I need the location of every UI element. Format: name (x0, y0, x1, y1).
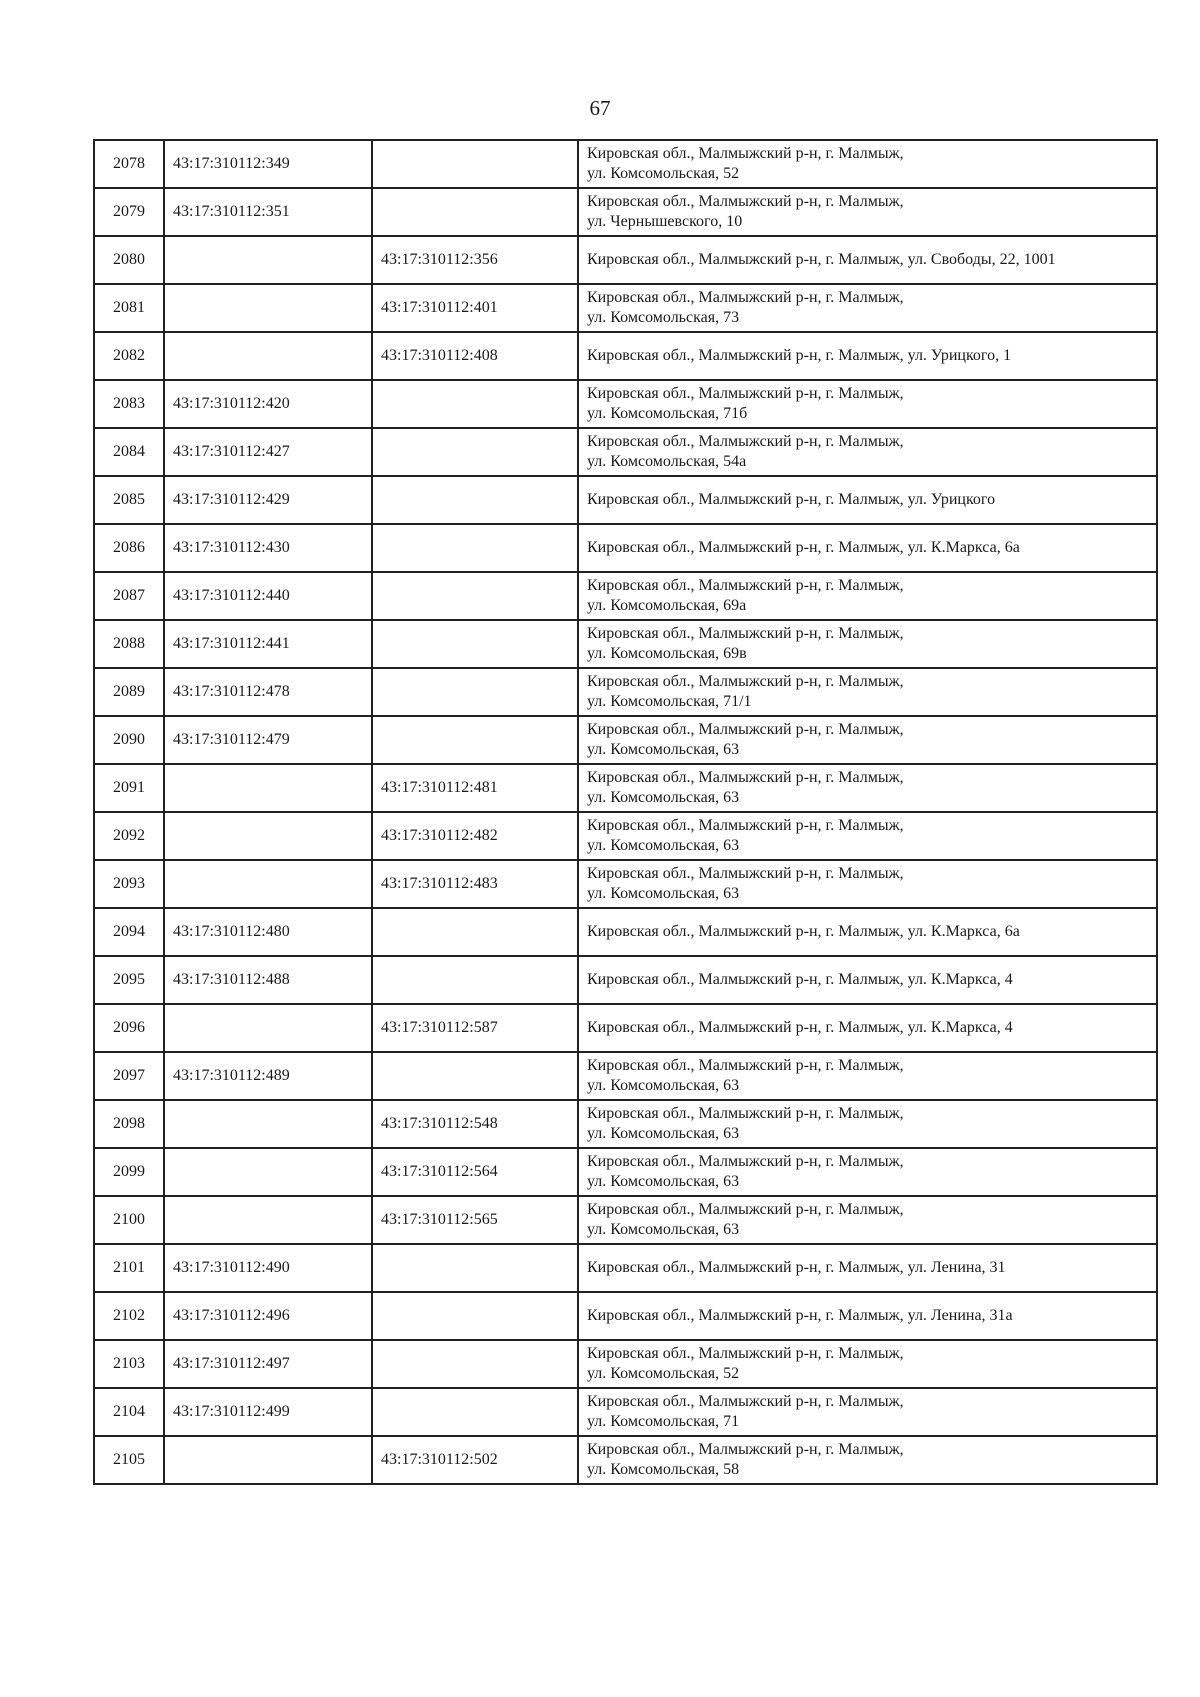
address-line: Кировская обл., Малмыжский р-н, г. Малмыж, (587, 1393, 904, 1410)
cadastral-number-cell: 43:17:310112:480 (164, 908, 372, 956)
address-line: Кировская обл., Малмыжский р-н, г. Малмыж, (587, 625, 904, 642)
related-cadastral-number-cell (372, 380, 578, 428)
table-row (94, 1436, 1157, 1484)
cadastral-number-cell: 43:17:310112:349 (164, 140, 372, 188)
cadastral-number-cell: 43:17:310112:489 (164, 1052, 372, 1100)
address-line: Кировская обл., Малмыжский р-н, г. Малмыж, (587, 145, 904, 162)
address-line: ул. Чернышевского, 10 (587, 213, 743, 230)
table-row (94, 140, 1157, 188)
table-row (94, 332, 1157, 380)
cadastral-number-cell: 43:17:310112:440 (164, 572, 372, 620)
cadastral-number-cell (164, 332, 372, 380)
row-number-cell: 2094 (94, 908, 164, 956)
address-line: ул. Комсомольская, 63 (587, 1221, 740, 1238)
table-row (94, 908, 1157, 956)
table-row (94, 860, 1157, 908)
related-cadastral-number-cell (372, 572, 578, 620)
address-cell (578, 428, 1157, 476)
table-row (94, 284, 1157, 332)
address-line: Кировская обл., Малмыжский р-н, г. Малмыж, (587, 577, 904, 594)
table-row (94, 572, 1157, 620)
address-line: ул. Комсомольская, 63 (587, 837, 740, 854)
row-number-cell: 2100 (94, 1196, 164, 1244)
cadastral-number-cell: 43:17:310112:479 (164, 716, 372, 764)
related-cadastral-number-cell (372, 1244, 578, 1292)
address-line: ул. Комсомольская, 73 (587, 309, 740, 326)
address-cell (578, 1388, 1157, 1436)
address-cell (578, 668, 1157, 716)
registry-table (93, 139, 1158, 1485)
address-line: Кировская обл., Малмыжский р-н, г. Малмыж, (587, 1057, 904, 1074)
address-line: ул. Комсомольская, 54а (587, 453, 747, 470)
address-cell (578, 812, 1157, 860)
related-cadastral-number-cell: 43:17:310112:502 (372, 1436, 578, 1484)
cadastral-number-cell (164, 284, 372, 332)
cadastral-number-cell: 43:17:310112:420 (164, 380, 372, 428)
address-line: Кировская обл., Малмыжский р-н, г. Малмыж, ул. Урицкого, 1 (587, 347, 1012, 364)
row-number-cell: 2084 (94, 428, 164, 476)
table-row (94, 620, 1157, 668)
address-line: Кировская обл., Малмыжский р-н, г. Малмыж, (587, 865, 904, 882)
row-number-cell: 2104 (94, 1388, 164, 1436)
table-row (94, 1340, 1157, 1388)
related-cadastral-number-cell (372, 1340, 578, 1388)
address-cell (578, 1004, 1157, 1052)
related-cadastral-number-cell (372, 1292, 578, 1340)
table-row (94, 1388, 1157, 1436)
address-line: Кировская обл., Малмыжский р-н, г. Малмыж, (587, 1105, 904, 1122)
table-row (94, 428, 1157, 476)
address-line: Кировская обл., Малмыжский р-н, г. Малмыж, ул. К.Маркса, 6а (587, 923, 1020, 940)
row-number-cell: 2097 (94, 1052, 164, 1100)
address-line: ул. Комсомольская, 69а (587, 597, 747, 614)
row-number-cell: 2078 (94, 140, 164, 188)
address-cell (578, 860, 1157, 908)
address-cell (578, 284, 1157, 332)
address-line: ул. Комсомольская, 63 (587, 1173, 740, 1190)
table-row (94, 1244, 1157, 1292)
table-row (94, 476, 1157, 524)
row-number-cell: 2092 (94, 812, 164, 860)
related-cadastral-number-cell: 43:17:310112:482 (372, 812, 578, 860)
address-cell (578, 764, 1157, 812)
cadastral-number-cell: 43:17:310112:478 (164, 668, 372, 716)
cadastral-number-cell: 43:17:310112:490 (164, 1244, 372, 1292)
address-cell (578, 1148, 1157, 1196)
cadastral-number-cell (164, 1100, 372, 1148)
table-row (94, 524, 1157, 572)
related-cadastral-number-cell: 43:17:310112:356 (372, 236, 578, 284)
row-number-cell: 2090 (94, 716, 164, 764)
page-number: 67 (589, 96, 611, 120)
address-cell (578, 956, 1157, 1004)
address-cell (578, 572, 1157, 620)
row-number-cell: 2083 (94, 380, 164, 428)
address-line: Кировская обл., Малмыжский р-н, г. Малмыж, ул. Свободы, 22, 1001 (587, 251, 1056, 268)
address-cell (578, 1340, 1157, 1388)
row-number-cell: 2080 (94, 236, 164, 284)
address-cell (578, 236, 1157, 284)
address-cell (578, 1244, 1157, 1292)
address-line: ул. Комсомольская, 63 (587, 789, 740, 806)
table-row (94, 1052, 1157, 1100)
address-line: Кировская обл., Малмыжский р-н, г. Малмыж, (587, 769, 904, 786)
address-line: Кировская обл., Малмыжский р-н, г. Малмыж, ул. К.Маркса, 4 (587, 1019, 1013, 1036)
address-line: ул. Комсомольская, 71/1 (587, 693, 752, 710)
address-cell (578, 1436, 1157, 1484)
cadastral-number-cell: 43:17:310112:429 (164, 476, 372, 524)
table-row (94, 716, 1157, 764)
row-number-cell: 2098 (94, 1100, 164, 1148)
cadastral-number-cell: 43:17:310112:351 (164, 188, 372, 236)
related-cadastral-number-cell (372, 1052, 578, 1100)
table-row (94, 1292, 1157, 1340)
address-line: Кировская обл., Малмыжский р-н, г. Малмыж, (587, 1201, 904, 1218)
table-row (94, 1148, 1157, 1196)
related-cadastral-number-cell (372, 1388, 578, 1436)
cadastral-number-cell (164, 1148, 372, 1196)
address-cell (578, 332, 1157, 380)
related-cadastral-number-cell (372, 908, 578, 956)
related-cadastral-number-cell: 43:17:310112:548 (372, 1100, 578, 1148)
address-line: Кировская обл., Малмыжский р-н, г. Малмыж, ул. К.Маркса, 4 (587, 971, 1013, 988)
address-line: Кировская обл., Малмыжский р-н, г. Малмыж, (587, 433, 904, 450)
address-line: Кировская обл., Малмыжский р-н, г. Малмыж, (587, 289, 904, 306)
row-number-cell: 2093 (94, 860, 164, 908)
address-line: Кировская обл., Малмыжский р-н, г. Малмыж, (587, 1153, 904, 1170)
address-line: Кировская обл., Малмыжский р-н, г. Малмыж, ул. Ленина, 31а (587, 1307, 1013, 1324)
address-line: ул. Комсомольская, 69в (587, 645, 747, 662)
address-cell (578, 620, 1157, 668)
address-line: Кировская обл., Малмыжский р-н, г. Малмыж, (587, 673, 904, 690)
row-number-cell: 2079 (94, 188, 164, 236)
address-line: ул. Комсомольская, 63 (587, 885, 740, 902)
cadastral-number-cell: 43:17:310112:430 (164, 524, 372, 572)
row-number-cell: 2099 (94, 1148, 164, 1196)
address-line: ул. Комсомольская, 63 (587, 1077, 740, 1094)
table-row (94, 1004, 1157, 1052)
address-cell (578, 1052, 1157, 1100)
cadastral-number-cell (164, 1004, 372, 1052)
address-cell (578, 140, 1157, 188)
row-number-cell: 2091 (94, 764, 164, 812)
row-number-cell: 2086 (94, 524, 164, 572)
row-number-cell: 2105 (94, 1436, 164, 1484)
cadastral-number-cell: 43:17:310112:499 (164, 1388, 372, 1436)
table-row (94, 380, 1157, 428)
related-cadastral-number-cell (372, 716, 578, 764)
related-cadastral-number-cell (372, 140, 578, 188)
cadastral-number-cell: 43:17:310112:488 (164, 956, 372, 1004)
related-cadastral-number-cell: 43:17:310112:481 (372, 764, 578, 812)
address-cell (578, 908, 1157, 956)
row-number-cell: 2082 (94, 332, 164, 380)
cadastral-number-cell: 43:17:310112:441 (164, 620, 372, 668)
related-cadastral-number-cell: 43:17:310112:587 (372, 1004, 578, 1052)
related-cadastral-number-cell (372, 428, 578, 476)
table-row (94, 812, 1157, 860)
cadastral-number-cell: 43:17:310112:427 (164, 428, 372, 476)
table-row (94, 1196, 1157, 1244)
row-number-cell: 2085 (94, 476, 164, 524)
row-number-cell: 2101 (94, 1244, 164, 1292)
address-line: ул. Комсомольская, 63 (587, 741, 740, 758)
address-cell (578, 716, 1157, 764)
address-line: ул. Комсомольская, 52 (587, 1365, 740, 1382)
table-row (94, 188, 1157, 236)
row-number-cell: 2103 (94, 1340, 164, 1388)
address-line: ул. Комсомольская, 71б (587, 405, 748, 422)
cadastral-number-cell (164, 764, 372, 812)
related-cadastral-number-cell: 43:17:310112:564 (372, 1148, 578, 1196)
related-cadastral-number-cell (372, 956, 578, 1004)
cadastral-number-cell (164, 236, 372, 284)
cadastral-number-cell: 43:17:310112:497 (164, 1340, 372, 1388)
row-number-cell: 2095 (94, 956, 164, 1004)
cadastral-number-cell (164, 812, 372, 860)
related-cadastral-number-cell (372, 668, 578, 716)
address-cell (578, 1292, 1157, 1340)
address-cell (578, 1196, 1157, 1244)
registry-table-body (94, 140, 1157, 1484)
related-cadastral-number-cell (372, 524, 578, 572)
table-row (94, 956, 1157, 1004)
address-line: ул. Комсомольская, 63 (587, 1125, 740, 1142)
related-cadastral-number-cell: 43:17:310112:483 (372, 860, 578, 908)
row-number-cell: 2102 (94, 1292, 164, 1340)
cadastral-number-cell (164, 1436, 372, 1484)
table-row (94, 668, 1157, 716)
address-line: ул. Комсомольская, 52 (587, 165, 740, 182)
related-cadastral-number-cell: 43:17:310112:565 (372, 1196, 578, 1244)
related-cadastral-number-cell (372, 188, 578, 236)
table-row (94, 1100, 1157, 1148)
row-number-cell: 2089 (94, 668, 164, 716)
table-row (94, 236, 1157, 284)
address-line: Кировская обл., Малмыжский р-н, г. Малмыж, (587, 385, 904, 402)
address-cell (578, 188, 1157, 236)
address-line: Кировская обл., Малмыжский р-н, г. Малмыж, (587, 817, 904, 834)
address-line: Кировская обл., Малмыжский р-н, г. Малмыж, (587, 1345, 904, 1362)
cadastral-number-cell (164, 1196, 372, 1244)
address-line: Кировская обл., Малмыжский р-н, г. Малмыж, ул. К.Маркса, 6а (587, 539, 1020, 556)
address-line: Кировская обл., Малмыжский р-н, г. Малмыж, (587, 193, 904, 210)
address-line: Кировская обл., Малмыжский р-н, г. Малмыж, ул. Ленина, 31 (587, 1259, 1006, 1276)
row-number-cell: 2096 (94, 1004, 164, 1052)
table-row (94, 764, 1157, 812)
related-cadastral-number-cell (372, 476, 578, 524)
address-cell (578, 380, 1157, 428)
address-cell (578, 524, 1157, 572)
address-line: Кировская обл., Малмыжский р-н, г. Малмыж, (587, 721, 904, 738)
row-number-cell: 2081 (94, 284, 164, 332)
row-number-cell: 2088 (94, 620, 164, 668)
cadastral-number-cell: 43:17:310112:496 (164, 1292, 372, 1340)
address-cell (578, 1100, 1157, 1148)
address-line: ул. Комсомольская, 58 (587, 1461, 740, 1478)
address-line: ул. Комсомольская, 71 (587, 1413, 740, 1430)
cadastral-number-cell (164, 860, 372, 908)
row-number-cell: 2087 (94, 572, 164, 620)
related-cadastral-number-cell: 43:17:310112:408 (372, 332, 578, 380)
related-cadastral-number-cell: 43:17:310112:401 (372, 284, 578, 332)
address-line: Кировская обл., Малмыжский р-н, г. Малмыж, ул. Урицкого (587, 491, 996, 508)
address-line: Кировская обл., Малмыжский р-н, г. Малмыж, (587, 1441, 904, 1458)
address-cell (578, 476, 1157, 524)
related-cadastral-number-cell (372, 620, 578, 668)
